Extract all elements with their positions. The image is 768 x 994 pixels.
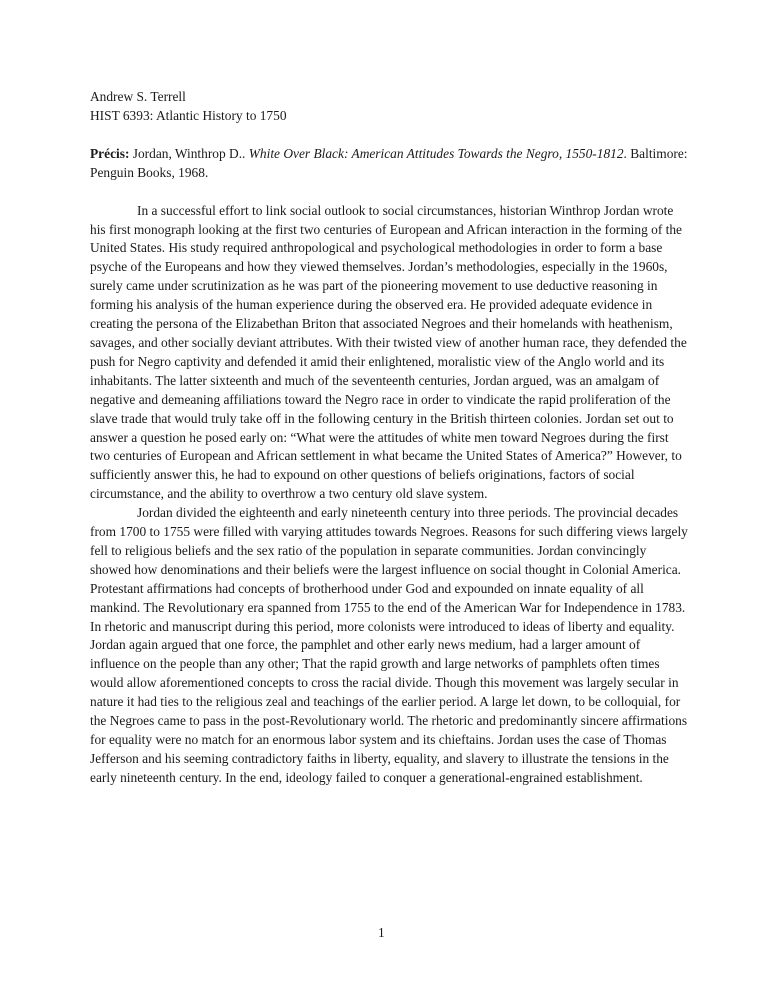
paragraph-2: Jordan divided the eighteenth and early nineteenth century into three periods. The provincial decades from 1700 to 1755 were filled with varying attitudes towards Negroes. Reasons for such differing views largely fell to religious beliefs and the sex ratio of the population in separate communities. Jordan convincingly showed how denominations and their beliefs were the largest influence on social thought in Colonial America. Protestant affirmations had concepts of brotherhood under God and expounded on innate equality of all mankind. The Revolutionary era spanned from 1755 to the end of the American War for Independence in 1783. In rhetoric and manuscript during this period, more colonists were introduced to ideas of liberty and equality. Jordan again argued that one force, the pamphlet and other early news medium, had a larger amount of influence on the people than any other; That the rapid growth and large networks of pamphlets often times would allow aforementioned concepts to cross the racial divide. Though this movement was largely secular in nature it had ties to the religious zeal and teachings of the earlier period. A large let down, to be colloquial, for the Negroes came to pass in the post-Revolutionary world. The rhetoric and predominantly sincere affirmations for equality were no match for an enormous labor system and its chieftains. Jordan uses the case of Thomas Jefferson and his seeming contradictory faiths in liberty, equality, and slavery to illustrate the tensions in the early nineteenth century. In the end, ideology failed to conquer a generational-engrained establishment. xyxy=(90,505,688,785)
author-name: Andrew S. Terrell xyxy=(90,89,186,104)
paragraph-1: In a successful effort to link social outlook to social circumstances, historian Winthrop Jordan wrote his first monograph looking at the first two centuries of European and African interaction in the forming of the United States. His study required anthropological and psychological methodologies in order to form a base psyche of the Europeans and how they viewed themselves. Jordan’s methodologies, especially in the 1960s, surely came under scrutinization as he was part of the pioneering movement to use deductive reasoning in forming his analysis of the human experience during the observed era. He provided adequate evidence in creating the persona of the Elizabethan Briton that associated Negroes and their homelands with heathenism, savages, and other socially deviant attributes. With their twisted view of another human race, they defended the push for Negro captivity and defended it amid their enlightened, moralistic view of the Anglo world and its inhabitants. The latter sixteenth and much of the seventeenth centuries, Jordan argued, was an amalgam of negative and demeaning affiliations toward the Negro race in order to vindicate the rapid proliferation of the slave trade that would truly take off in the following century in the British thirteen colonies. Jordan set out to answer a question he posed early on: “What were the attitudes of white men toward Negroes during the first two centuries of European and African settlement in what became the United States of America?” However, to sufficiently answer this, he had to expound on other questions of beliefs originations, factors of social circumstance, and the ability to overthrow a two century old slave system. xyxy=(90,202,687,502)
course-title: HIST 6393: Atlantic History to 1750 xyxy=(90,107,287,123)
essay-body xyxy=(90,202,690,788)
citation-publication: . Baltimore: Penguin Books, 1968. xyxy=(90,145,688,180)
precis-citation xyxy=(90,145,690,183)
page-number: 1 xyxy=(378,925,385,940)
document-page xyxy=(90,88,690,788)
document-header xyxy=(90,88,690,126)
citation-book-title: White Over Black: American Attitudes Towards the Negro, 1550-1812 xyxy=(248,145,624,161)
precis-label: Précis: xyxy=(90,145,130,161)
citation-author: Jordan, Winthrop D.. xyxy=(129,145,249,161)
